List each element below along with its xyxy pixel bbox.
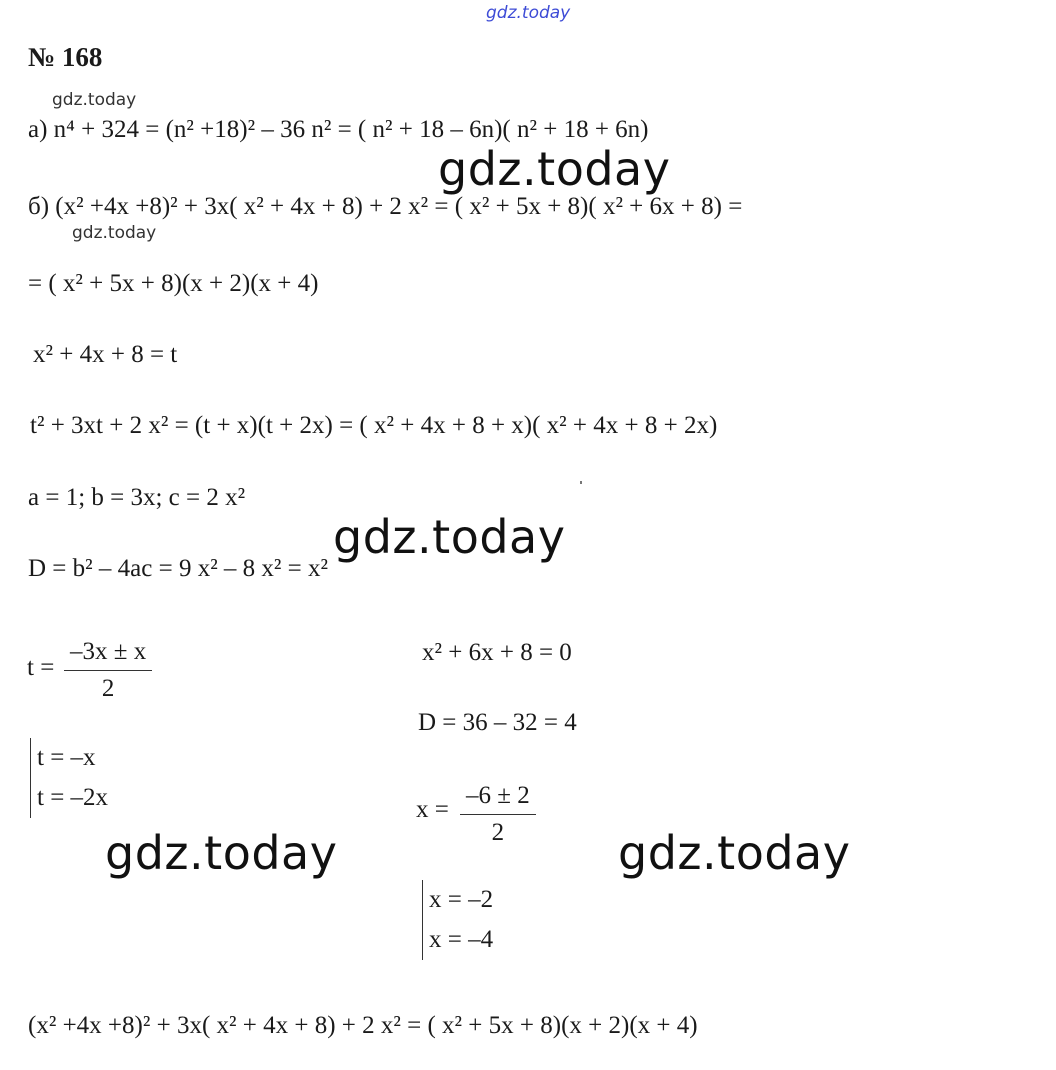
x-system: [422, 880, 493, 960]
solution-line-b: б) (x² +4x +8)² + 3x( x² + 4x + 8) + 2 x² = ( x² + 5x + 8)( x² + 6x + 8) =: [28, 193, 743, 220]
x-fraction: [460, 782, 536, 847]
x-system-row: x = –2: [429, 886, 494, 913]
t-fraction: [64, 638, 152, 703]
watermark-small: gdz.today: [72, 223, 157, 243]
watermark-large: gdz.today: [438, 142, 671, 196]
watermark-large: gdz.today: [105, 826, 338, 880]
solution-line-a: а) n⁴ + 324 = (n² +18)² – 36 n² = ( n² + 18 – 6n)( n² + 18 + 6n): [28, 116, 649, 143]
x-fraction-denominator: 2: [491, 819, 505, 846]
t-fraction-denominator: 2: [101, 675, 115, 702]
coefficients-line: a = 1; b = 3x; c = 2 x²: [28, 484, 246, 511]
discriminant-line: D = b² – 4ac = 9 x² – 8 x² = x²: [28, 555, 329, 582]
watermark-large: gdz.today: [618, 826, 851, 880]
quadratic-equation: x² + 6x + 8 = 0: [422, 639, 572, 666]
solution-line-b-continued: = ( x² + 5x + 8)(x + 2)(x + 4): [28, 270, 319, 297]
final-result-line: (x² +4x +8)² + 3x( x² + 4x + 8) + 2 x² = ( x² + 5x + 8)(x + 2)(x + 4): [28, 1012, 698, 1039]
quadratic-discriminant: D = 36 – 32 = 4: [418, 709, 577, 736]
t-system-row: t = –x: [37, 744, 96, 771]
speck: [580, 481, 582, 484]
watermark-small: gdz.today: [52, 90, 137, 110]
t-fraction-lhs: t =: [27, 654, 55, 681]
watermark-top: gdz.today: [486, 3, 571, 23]
problem-number: № 168: [28, 42, 103, 72]
substitution-line: x² + 4x + 8 = t: [33, 341, 178, 368]
t-system-row: t = –2x: [37, 784, 109, 811]
x-fraction-numerator: –6 ± 2: [460, 782, 536, 815]
t-system: [30, 738, 108, 818]
t-expression-line: t² + 3xt + 2 x² = (t + x)(t + 2x) = ( x² + 4x + 8 + x)( x² + 4x + 8 + 2x): [30, 412, 718, 439]
x-system-row: x = –4: [429, 926, 494, 953]
t-fraction-numerator: –3x ± x: [64, 638, 152, 671]
watermark-large: gdz.today: [333, 510, 566, 564]
x-fraction-lhs: x =: [416, 796, 449, 823]
